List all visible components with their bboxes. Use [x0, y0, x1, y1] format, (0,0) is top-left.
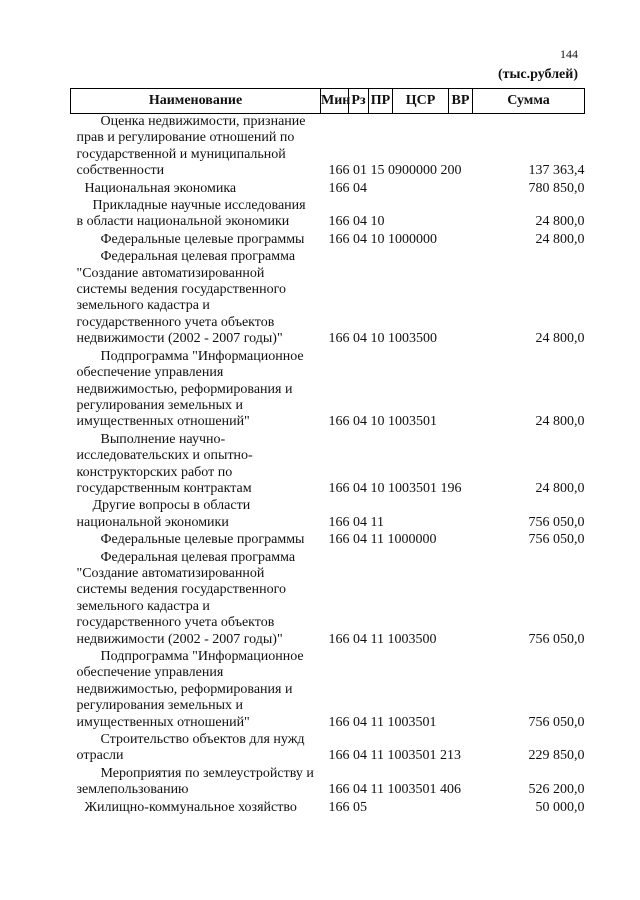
table-row: [71, 532, 585, 549]
row-name: Подпрограмма "Информационное обеспечение управления недвижимостью, реформирования и регулирования земельных и имущественных отношений": [76, 649, 304, 730]
row-sum: 24 800,0: [535, 331, 585, 347]
col-header-vr: ВР: [449, 89, 473, 114]
table-row: [71, 732, 585, 766]
row-code: 166 05: [328, 799, 367, 815]
row-name: Строительство объектов для нужд отрасли: [76, 732, 305, 764]
row-name: Федеральные целевые программы: [100, 231, 305, 247]
table-row: [71, 498, 585, 532]
table-row: [71, 432, 585, 499]
table-row: [71, 649, 585, 732]
row-sum: 756 050,0: [528, 714, 585, 730]
row-sum: 526 200,0: [528, 782, 585, 798]
col-header-csr: ЦСР: [393, 89, 449, 114]
row-code: 166 01 15 0900000 200: [328, 163, 462, 179]
table-row: [71, 800, 585, 817]
row-name: Федеральные целевые программы: [100, 532, 305, 548]
row-code: 166 04 11 1003500: [328, 631, 437, 647]
row-sum: 24 800,0: [535, 231, 585, 247]
row-name: Подпрограмма "Информационное обеспечение управления недвижимостью, реформирования и регулирования земельных и имущественных отношений": [76, 348, 304, 430]
row-sum: 756 050,0: [528, 631, 585, 647]
row-name: Мероприятия по землеустройству и землепользованию: [76, 765, 314, 798]
row-name: Другие вопросы в области национальной экономики: [76, 498, 251, 530]
row-name: Прикладные научные исследования в области национальной экономики: [76, 198, 306, 230]
row-name: Федеральная целевая программа "Создание автоматизированной системы ведения государственного земельного кадастра и государственного учета объектов недвижимости (2002 - 2007 годы)": [76, 249, 296, 347]
row-sum: 756 050,0: [528, 514, 585, 530]
row-code: 166 04 11 1003501 213: [328, 748, 461, 764]
row-sum: 756 050,0: [528, 532, 585, 548]
row-name: Оценка недвижимости, признание прав и регулирование отношений по государственной и муниципальной собственности: [76, 114, 306, 179]
row-code: 166 04 10 1003500: [328, 331, 437, 347]
col-header-sum: Сумма: [473, 89, 585, 114]
row-sum: 24 800,0: [535, 480, 585, 496]
col-header-pr: ПР: [369, 89, 393, 114]
row-sum: 780 850,0: [528, 180, 585, 196]
row-code: 166 04 10: [328, 214, 385, 230]
row-code: 166 04: [328, 180, 367, 196]
col-header-min: Мин: [321, 89, 349, 114]
row-code: 166 04 11 1003501: [328, 714, 437, 730]
row-name: Федеральная целевая программа "Создание автоматизированной системы ведения государственного земельного кадастра и государственного учета объектов недвижимости (2002 - 2007 годы)": [76, 549, 296, 647]
row-sum: 50 000,0: [535, 799, 585, 815]
row-code: 166 04 11: [328, 514, 384, 530]
row-code: 166 04 11 1003501 406: [328, 782, 461, 798]
row-code: 166 04 10 1003501: [328, 414, 437, 430]
budget-table: [70, 88, 585, 817]
row-sum: 24 800,0: [535, 214, 585, 230]
row-sum: 24 800,0: [535, 414, 585, 430]
table-row: [71, 181, 585, 198]
table-row: [71, 198, 585, 232]
row-name: Национальная экономика: [84, 180, 237, 196]
table-row: [71, 550, 585, 649]
col-header-rz: Рз: [349, 89, 369, 114]
page-number: 144: [560, 47, 578, 61]
table-row: [71, 249, 585, 348]
table-row: [71, 766, 585, 800]
row-sum: 137 363,4: [528, 163, 585, 179]
table-header-row: [71, 89, 585, 114]
table-row: [71, 349, 585, 432]
row-code: 166 04 10 1003501 196: [328, 480, 462, 496]
row-name: Жилищно-коммунальное хозяйство: [84, 799, 297, 815]
row-name: Выполнение научно-исследовательских и опытно-конструкторских работ по государственным контрактам: [76, 431, 253, 496]
table-row: [71, 232, 585, 249]
table-row: [71, 114, 585, 181]
col-header-name: Наименование: [71, 89, 321, 114]
row-code: 166 04 10 1000000: [328, 231, 437, 247]
row-code: 166 04 11 1000000: [328, 532, 437, 548]
row-sum: 229 850,0: [528, 748, 585, 764]
units-label: (тыс.рублей): [497, 67, 578, 82]
